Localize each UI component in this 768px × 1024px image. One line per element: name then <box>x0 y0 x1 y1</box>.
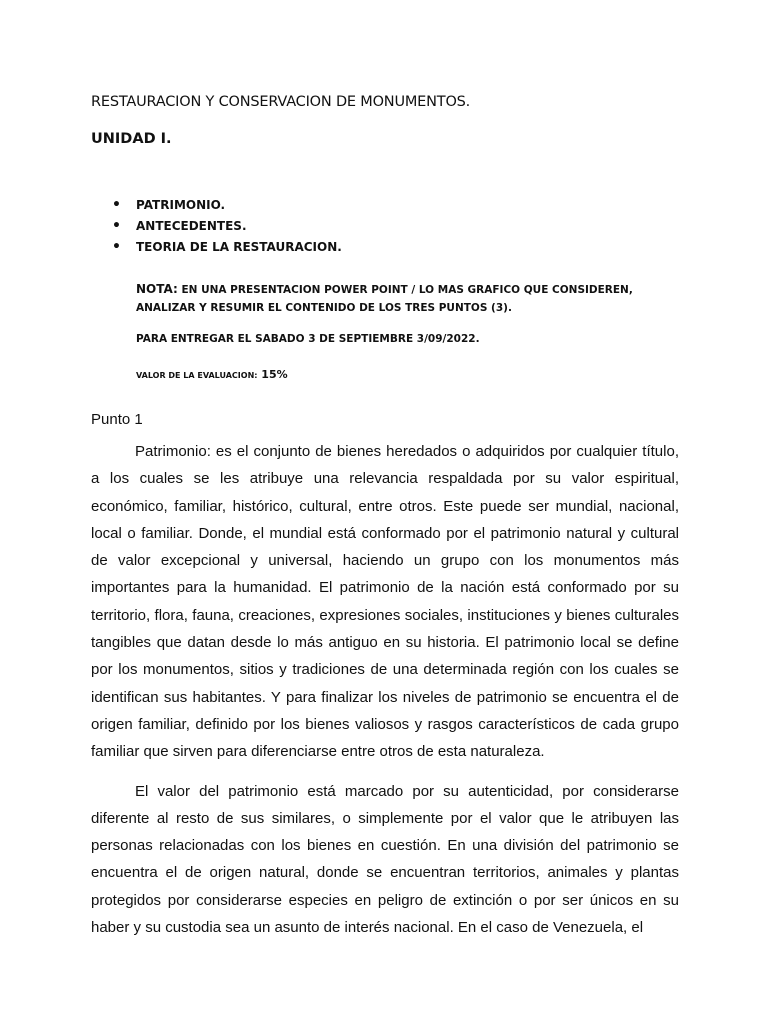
unit-heading: UNIDAD I. <box>91 131 172 147</box>
note-block <box>136 280 633 317</box>
list-item: • PATRIMONIO. <box>112 195 342 216</box>
paragraph: Patrimonio: es el conjunto de bienes heredados o adquiridos por cualquier título, a los cuales se les atribuye una relevancia respaldada por su valor espiritual, económico, familiar, histórico, cultural, entre otros. Este puede ser mundial, nacional, local o familiar. Donde, el mundial está conformado por el patrimonio natural y cultural de valor excepcional y universal, haciendo un grupo con los monumentos más importantes para la humanidad. El patrimonio de la nación está conformado por su territorio, flora, fauna, creaciones, expresiones sociales, instituciones y bienes culturales tangibles que datan desde lo más antiguo en su historia. El patrimonio local se define por los monumentos, sitios y tradiciones de una determinada región con los cuales se identifican sus habitantes. Y para finalizar los niveles de patrimonio se encuentra el de origen familiar, definido por los bienes valiosos y rasgos característicos de cada grupo familiar que sirven para diferenciarse entre otros de esta naturaleza. <box>91 443 679 761</box>
evaluation-value <box>136 368 288 381</box>
body-text <box>91 438 679 955</box>
topic-list <box>112 195 342 258</box>
note-line-1: EN UNA PRESENTACION POWER POINT / LO MAS GRAFICO QUE CONSIDEREN, <box>177 284 633 296</box>
list-item: • ANTECEDENTES. <box>112 216 342 237</box>
evaluation-percent: 15% <box>257 368 288 381</box>
list-item: • TEORIA DE LA RESTAURACION. <box>112 237 342 258</box>
delivery-date: PARA ENTREGAR EL SABADO 3 DE SEPTIEMBRE 3/09/2022. <box>136 333 480 345</box>
paragraph: El valor del patrimonio está marcado por su autenticidad, por considerarse diferente al resto de sus similares, o simplemente por el valor que le atribuyen las personas relacionadas con los bienes en cuestión. En una división del patrimonio se encuentra el de origen natural, donde se encuentran territorios, animales y plantas protegidos por considerarse especies en peligro de extinción o por ser únicos en su haber y su custodia sea un asunto de interés nacional. En el caso de Venezuela, el <box>91 782 679 937</box>
section-heading: Punto 1 <box>91 411 143 428</box>
document-title: RESTAURACION Y CONSERVACION DE MONUMENTOS. <box>91 94 471 110</box>
note-line-2: ANALIZAR Y RESUMIR EL CONTENIDO DE LOS TRES PUNTOS (3). <box>136 302 512 314</box>
note-label: NOTA: <box>136 282 178 296</box>
evaluation-label: VALOR DE LA EVALUACION: <box>136 371 258 380</box>
